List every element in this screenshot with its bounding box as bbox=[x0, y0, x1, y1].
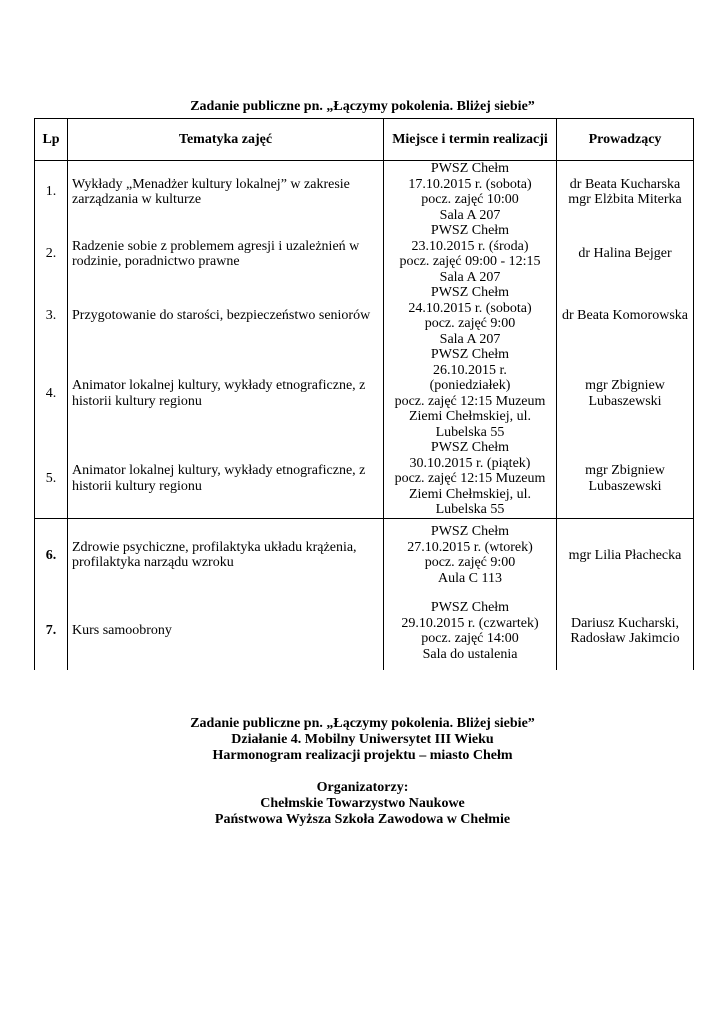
place-line: PWSZ Chełm bbox=[430, 223, 510, 238]
place-line: pocz. zajęć 14:00 bbox=[421, 631, 519, 646]
organizer-1: Chełmskie Towarzystwo Naukowe bbox=[260, 796, 465, 811]
table-row bbox=[35, 347, 694, 440]
row-lp: 5. bbox=[35, 440, 68, 518]
place-line: pocz. zajęć 9:00 bbox=[424, 316, 516, 331]
lead-line: dr Halina Bejger bbox=[578, 246, 672, 262]
place-line: 24.10.2015 r. (sobota) bbox=[408, 300, 532, 316]
row-lead bbox=[557, 518, 694, 592]
lead-line: Lubaszewski bbox=[588, 478, 662, 494]
place-line: Sala A 207 bbox=[439, 207, 501, 223]
place-line: pocz. zajęć 09:00 - 12:15 bbox=[399, 254, 541, 269]
lead-line: dr Beata Kucharska bbox=[569, 176, 681, 192]
place-line: pocz. zajęć 10:00 bbox=[421, 192, 519, 207]
row-topic: Animator lokalnej kultury, wykłady etnograficzne, z historii kultury regionu bbox=[68, 440, 384, 518]
lead-line: mgr Lilia Płachecka bbox=[568, 547, 682, 563]
row-topic: Przygotowanie do starości, bezpieczeństwo seniorów bbox=[68, 285, 384, 347]
row-lead bbox=[557, 347, 694, 440]
place-line: PWSZ Chełm bbox=[430, 347, 510, 362]
row-lp: 3. bbox=[35, 285, 68, 347]
header-place: Miejsce i termin realizacji bbox=[384, 119, 557, 161]
row-lp: 2. bbox=[35, 223, 68, 285]
row-topic: Kurs samoobrony bbox=[68, 592, 384, 670]
place-line: pocz. zajęć 12:15 Muzeum bbox=[394, 471, 546, 486]
row-lead bbox=[557, 161, 694, 224]
row-topic: Radzenie sobie z problemem agresji i uzależnień w rodzinie, poradnictwo prawne bbox=[68, 223, 384, 285]
place-line: Sala do ustalenia bbox=[422, 646, 518, 662]
row-place bbox=[384, 440, 557, 518]
place-line: pocz. zajęć 9:00 bbox=[424, 555, 516, 571]
place-line: Aula C 113 bbox=[437, 570, 503, 586]
place-line: pocz. zajęć 12:15 Muzeum bbox=[394, 393, 546, 409]
place-line: Ziemi Chełmskiej, ul. bbox=[408, 486, 532, 502]
table-row bbox=[35, 161, 694, 224]
row-lead bbox=[557, 592, 694, 670]
table-row bbox=[35, 285, 694, 347]
lead-line: Radosław Jakimcio bbox=[570, 631, 680, 646]
row-place bbox=[384, 161, 557, 224]
place-line: 17.10.2015 r. (sobota) bbox=[408, 176, 532, 192]
row-place bbox=[384, 518, 557, 592]
row-place bbox=[384, 223, 557, 285]
header-topic: Tematyka zajęć bbox=[68, 119, 384, 161]
place-line: 26.10.2015 r. bbox=[433, 362, 507, 378]
row-lead bbox=[557, 440, 694, 518]
header-lp: Lp bbox=[35, 119, 68, 161]
row-place bbox=[384, 592, 557, 670]
lead-line: Dariusz Kucharski, bbox=[570, 615, 680, 631]
row-topic: Animator lokalnej kultury, wykłady etnograficzne, z historii kultury regionu bbox=[68, 347, 384, 440]
footer-action: Działanie 4. Mobilny Uniwersytet III Wieku bbox=[231, 732, 494, 747]
row-lead bbox=[557, 223, 694, 285]
row-place bbox=[384, 347, 557, 440]
row-lp: 1. bbox=[35, 161, 68, 224]
place-line: Ziemi Chełmskiej, ul. bbox=[408, 409, 532, 424]
place-line: PWSZ Chełm bbox=[430, 524, 510, 540]
footer-block bbox=[0, 716, 725, 828]
footer-schedule: Harmonogram realizacji projektu – miasto Chełm bbox=[212, 748, 513, 763]
place-line: 27.10.2015 r. (wtorek) bbox=[407, 539, 533, 555]
place-line: PWSZ Chełm bbox=[430, 440, 510, 455]
row-lp: 7. bbox=[35, 592, 68, 670]
lead-line: mgr Zbigniew bbox=[585, 463, 665, 479]
lead-line: Lubaszewski bbox=[588, 393, 662, 409]
row-topic: Zdrowie psychiczne, profilaktyka układu krążenia, profilaktyka narządu wzroku bbox=[68, 518, 384, 592]
place-line: PWSZ Chełm bbox=[430, 285, 510, 300]
place-line: Lubelska 55 bbox=[435, 424, 505, 440]
place-line: Sala A 207 bbox=[439, 331, 501, 347]
place-line: 29.10.2015 r. (czwartek) bbox=[401, 615, 539, 631]
lead-line: mgr Elżbita Miterka bbox=[568, 192, 682, 207]
organizer-2: Państwowa Wyższa Szkoła Zawodowa w Chełmie bbox=[214, 812, 511, 827]
footer-title: Zadanie publiczne pn. „Łączymy pokolenia. Bliżej siebie” bbox=[190, 716, 535, 731]
row-topic: Wykłady „Menadżer kultury lokalnej” w zakresie zarządzania w kulturze bbox=[68, 161, 384, 224]
place-line: 30.10.2015 r. (piątek) bbox=[409, 455, 531, 471]
place-line: 23.10.2015 r. (środa) bbox=[411, 238, 529, 254]
place-line: Lubelska 55 bbox=[435, 502, 505, 517]
row-lead bbox=[557, 285, 694, 347]
place-line: (poniedziałek) bbox=[429, 378, 511, 393]
schedule-table bbox=[34, 118, 694, 670]
table-row bbox=[35, 518, 694, 592]
row-lp: 6. bbox=[35, 518, 68, 592]
table-row bbox=[35, 440, 694, 518]
table-row bbox=[35, 223, 694, 285]
place-line: PWSZ Chełm bbox=[430, 161, 510, 176]
lead-line: mgr Zbigniew bbox=[585, 378, 665, 393]
table-row bbox=[35, 592, 694, 670]
lead-line: dr Beata Komorowska bbox=[562, 308, 688, 324]
page-title: Zadanie publiczne pn. „Łączymy pokolenia. Bliżej siebie” bbox=[190, 99, 535, 114]
place-line: PWSZ Chełm bbox=[430, 600, 510, 615]
row-place bbox=[384, 285, 557, 347]
table-header-row bbox=[35, 119, 694, 161]
organizers-label: Organizatorzy: bbox=[316, 780, 409, 795]
header-lead: Prowadzący bbox=[557, 119, 694, 161]
place-line: Sala A 207 bbox=[439, 269, 501, 285]
row-lp: 4. bbox=[35, 347, 68, 440]
